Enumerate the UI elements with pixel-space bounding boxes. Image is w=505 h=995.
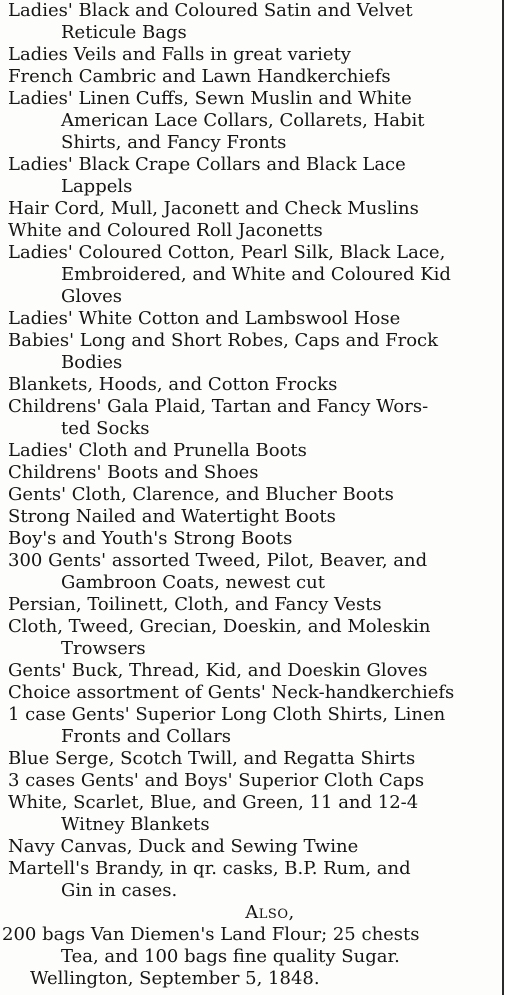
item-line-continued: Bodies <box>61 352 123 373</box>
item-line: Boy's and Youth's Strong Boots <box>8 528 293 549</box>
list-item <box>0 594 500 616</box>
flour-item <box>0 924 500 968</box>
item-line: Childrens' Gala Plaid, Tartan and Fancy Wors- <box>8 396 429 417</box>
list-item <box>0 308 500 330</box>
list-item <box>0 704 500 748</box>
list-item <box>0 242 500 308</box>
list-item <box>0 44 500 66</box>
item-line: Ladies Veils and Falls in great variety <box>8 44 351 65</box>
item-line-continued: Fronts and Collars <box>61 726 231 747</box>
list-item <box>0 660 500 682</box>
item-line: 3 cases Gents' and Boys' Superior Cloth Caps <box>8 770 425 791</box>
column-rule <box>502 0 504 995</box>
list-item <box>0 770 500 792</box>
list-item <box>0 330 500 374</box>
item-line: Ladies' Black and Coloured Satin and Velvet <box>8 0 413 21</box>
item-line-continued: Trowsers <box>61 638 146 659</box>
list-item <box>0 616 500 660</box>
item-line-continued: Shirts, and Fancy Fronts <box>61 132 287 153</box>
list-item <box>0 462 500 484</box>
item-line: Cloth, Tweed, Grecian, Doeskin, and Moleskin <box>8 616 431 637</box>
item-line: Ladies' Coloured Cotton, Pearl Silk, Black Lace, <box>8 242 446 263</box>
item-line: Choice assortment of Gents' Neck-handkerchiefs <box>8 682 455 703</box>
item-line-continued: Reticule Bags <box>61 22 187 43</box>
item-line: Blue Serge, Scotch Twill, and Regatta Shirts <box>8 748 416 769</box>
item-line: Gents' Buck, Thread, Kid, and Doeskin Gloves <box>8 660 428 681</box>
item-line: Hair Cord, Mull, Jaconett and Check Muslins <box>8 198 419 219</box>
item-line: White, Scarlet, Blue, and Green, 11 and 12-4 <box>8 792 419 813</box>
list-item <box>0 858 500 902</box>
item-line: Blankets, Hoods, and Cotton Frocks <box>8 374 338 395</box>
list-item <box>0 396 500 440</box>
item-line: Martell's Brandy, in qr. casks, B.P. Rum, and <box>8 858 411 879</box>
item-line: Strong Nailed and Watertight Boots <box>8 506 336 527</box>
item-line: French Cambric and Lawn Handkerchiefs <box>8 66 391 87</box>
item-line: Ladies' White Cotton and Lambswool Hose <box>8 308 401 329</box>
item-line: Ladies' Linen Cuffs, Sewn Muslin and White <box>8 88 412 109</box>
list-item <box>0 154 500 198</box>
list-item <box>0 836 500 858</box>
dateline: Wellington, September 5, 1848. <box>30 968 320 989</box>
list-item <box>0 484 500 506</box>
item-line: White and Coloured Roll Jaconetts <box>8 220 323 241</box>
list-item <box>0 88 500 154</box>
item-line: Babies' Long and Short Robes, Caps and Frock <box>8 330 439 351</box>
item-line: Ladies' Cloth and Prunella Boots <box>8 440 307 461</box>
list-item <box>0 528 500 550</box>
list-item <box>0 198 500 220</box>
item-line-continued: Gambroon Coats, newest cut <box>61 572 325 593</box>
item-line: Childrens' Boots and Shoes <box>8 462 259 483</box>
item-line-continued: Tea, and 100 bags fine quality Sugar. <box>61 946 400 967</box>
list-item <box>0 220 500 242</box>
list-item <box>0 506 500 528</box>
item-line: Gents' Cloth, Clarence, and Blucher Boots <box>8 484 394 505</box>
item-line-continued: Gin in cases. <box>61 880 178 901</box>
also-heading: Also, <box>245 902 295 923</box>
list-item <box>0 550 500 594</box>
list-item <box>0 374 500 396</box>
item-line-continued: Witney Blankets <box>61 814 210 835</box>
list-item <box>0 66 500 88</box>
item-line: Ladies' Black Crape Collars and Black Lace <box>8 154 406 175</box>
list-item <box>0 440 500 462</box>
item-line-continued: ted Socks <box>61 418 150 439</box>
item-line: 200 bags Van Diemen's Land Flour; 25 chests <box>2 924 420 945</box>
item-line: Persian, Toilinett, Cloth, and Fancy Vests <box>8 594 382 615</box>
item-line-continued: Lappels <box>61 176 133 197</box>
item-line-continued: Embroidered, and White and Coloured Kid <box>61 264 451 285</box>
item-line: 300 Gents' assorted Tweed, Pilot, Beaver, and <box>8 550 428 571</box>
list-item <box>0 0 500 44</box>
list-item <box>0 748 500 770</box>
item-line: Navy Canvas, Duck and Sewing Twine <box>8 836 359 857</box>
item-line-continued: American Lace Collars, Collarets, Habit <box>61 110 425 131</box>
item-line: 1 case Gents' Superior Long Cloth Shirts, Linen <box>8 704 446 725</box>
item-line-continued: Gloves <box>61 286 123 307</box>
list-item <box>0 682 500 704</box>
list-item <box>0 792 500 836</box>
